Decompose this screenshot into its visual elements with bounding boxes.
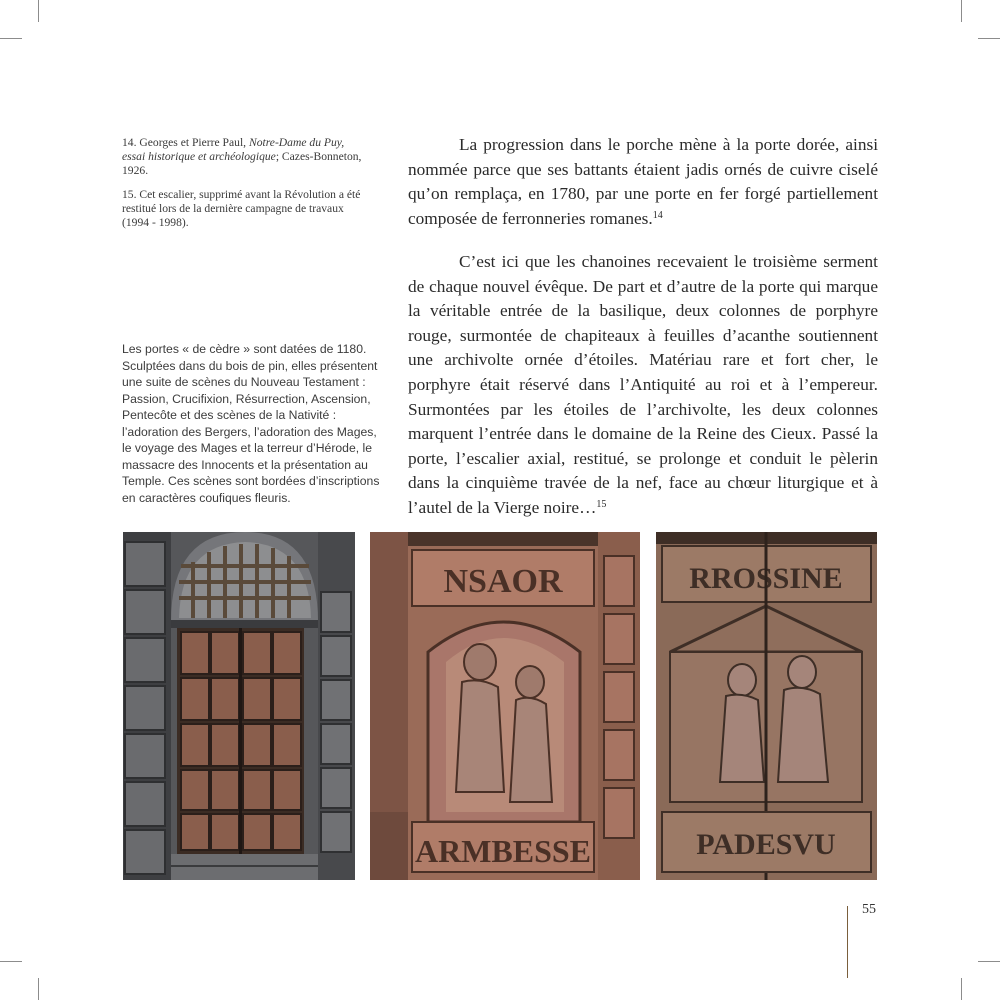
page-number-rule [847, 906, 848, 978]
doorway-illustration [123, 532, 355, 880]
note-ref-14: 14 [652, 209, 663, 221]
carved-panel-2-illustration [656, 532, 877, 880]
photo-carved-panel-2 [656, 532, 877, 880]
paragraph-1-text: La progression dans le porche mène à la porte dorée, ainsi nommée parce que ses battants étaient jadis ornés de cuivre ciselé qu’on remplaça, en 1780, par une porte en fer forgé partiellement composée de ferronneries romanes. [408, 135, 878, 228]
panel-1-bottom-inscription: ARMBESSE [414, 833, 592, 869]
panel-2-bottom-inscription: PADESVU [696, 828, 836, 861]
image-caption: Les portes « de cèdre » sont datées de 1180. Sculptées dans du bois de pin, elles présentent une suite de scènes du Nouveau Testament : Passion, Crucifixion, Résurrection, Ascension, Pentecôte et des scènes de la Nativité : l’adoration des Bergers, l’adoration des Mages, le voyage des Mages et la terreur d’Hérode, le massacre des Innocents et la présentation au Temple. Ces scènes sont bordées d’inscriptions en caractères coufiques fleuris. [122, 342, 380, 505]
crop-mark [0, 961, 22, 962]
footnote-15: 15. Cet escalier, supprimé avant la Révolution a été restitué lors de la dernière campagne de travaux (1994 - 1998). [122, 188, 361, 230]
crop-mark [961, 978, 962, 1000]
panel-2-top-inscription: RROSSINE [689, 562, 843, 595]
crop-mark [978, 38, 1000, 39]
crop-mark [38, 978, 39, 1000]
crop-mark [38, 0, 39, 22]
paragraph-2-text: C’est ici que les chanoines recevaient le troisième serment de chaque nouvel évêque. De part et d’autre de la porte qui marque la véritable entrée de la basilique, deux colonnes de porphyre rouge, surmontée de chapiteaux à feuilles d’acanthe soutiennent une archivolte ornée d’étoiles. Matériau rare et fort cher, le porphyre était réservé dans l’Antiquité au roi et à l’empereur. Surmontées par les étoiles de l’archivolte, les deux colonnes marquent l’entrée dans le domaine de la Reine des Cieux. Passé la porte, l’escalier axial, restitué, se prolonge et conduit le pèlerin dans la cinquième travée de la nef, face au chœur liturgique et à l’autel de la Vierge noire… [408, 252, 878, 517]
footnote-14-prefix: 14. Georges et Pierre Paul, [122, 136, 249, 149]
main-text [408, 133, 878, 231]
note-ref-15: 15 [596, 498, 607, 510]
crop-mark [0, 38, 22, 39]
footnote-14-title: Notre-Dame du Puy, essai historique et archéologique [122, 136, 345, 164]
main-text-2 [408, 250, 878, 521]
page-number: 55 [862, 902, 876, 917]
panel-1-top-inscription: NSAOR [443, 563, 563, 600]
crop-mark [978, 961, 1000, 962]
body-paragraph-2 [408, 250, 878, 521]
footnote-14 [122, 136, 362, 179]
photo-carved-panel-1 [370, 532, 640, 880]
crop-mark [961, 0, 962, 22]
photo-doorway [123, 532, 355, 880]
carved-panel-1-illustration [370, 532, 640, 880]
body-paragraph-1 [408, 133, 878, 231]
footnote-14-suffix: ; Cazes-Bonneton, 1926. [122, 150, 362, 178]
